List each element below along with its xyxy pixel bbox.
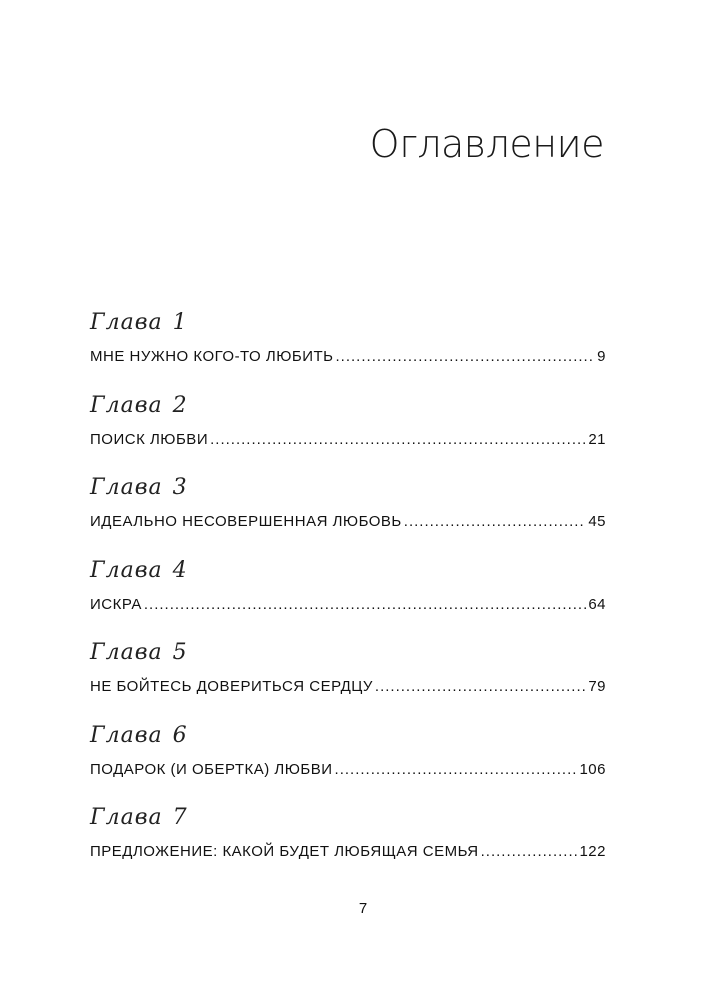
chapter-number: 7 bbox=[172, 805, 188, 830]
page-number: 45 bbox=[588, 513, 606, 530]
table-of-contents bbox=[90, 310, 606, 888]
chapter-label bbox=[90, 393, 188, 418]
dot-leader bbox=[144, 596, 586, 613]
chapter-title: ИДЕАЛЬНО НЕСОВЕРШЕННАЯ ЛЮБОВЬ bbox=[90, 513, 402, 530]
chapter-number: 2 bbox=[172, 392, 188, 418]
page-number: 9 bbox=[597, 348, 606, 365]
chapter-label bbox=[90, 475, 188, 500]
toc-entry[interactable] bbox=[90, 348, 606, 365]
page-number: 122 bbox=[579, 843, 606, 860]
dot-leader bbox=[375, 678, 586, 695]
chapter-word: Глава bbox=[90, 310, 163, 335]
chapter-number: 3 bbox=[172, 475, 188, 500]
page-title: Оглавление bbox=[369, 122, 604, 166]
dot-leader bbox=[404, 513, 587, 530]
toc-entry[interactable] bbox=[90, 761, 606, 778]
toc-chapter-1 bbox=[90, 310, 606, 393]
toc-entry[interactable] bbox=[90, 596, 606, 613]
chapter-word: Глава bbox=[90, 392, 163, 418]
chapter-title: НЕ БОЙТЕСЬ ДОВЕРИТЬСЯ СЕРДЦУ bbox=[90, 678, 373, 695]
dot-leader bbox=[336, 348, 596, 365]
toc-entry[interactable] bbox=[90, 431, 606, 448]
chapter-number: 4 bbox=[172, 557, 188, 583]
dot-leader bbox=[481, 843, 578, 860]
toc-chapter-4 bbox=[90, 558, 606, 641]
chapter-title: ПРЕДЛОЖЕНИЕ: КАКОЙ БУДЕТ ЛЮБЯЩАЯ СЕМЬЯ bbox=[90, 843, 479, 860]
chapter-word: Глава bbox=[90, 557, 163, 583]
toc-chapter-5 bbox=[90, 640, 606, 723]
chapter-title: МНЕ НУЖНО КОГО-ТО ЛЮБИТЬ bbox=[90, 348, 334, 365]
page-number: 64 bbox=[588, 595, 606, 613]
chapter-word: Глава bbox=[90, 805, 163, 830]
chapter-word: Глава bbox=[90, 722, 163, 748]
toc-entry[interactable] bbox=[90, 843, 606, 860]
chapter-title: ПОДАРОК (И ОБЕРТКА) ЛЮБВИ bbox=[90, 760, 333, 778]
chapter-number: 5 bbox=[172, 640, 188, 665]
toc-chapter-7 bbox=[90, 805, 606, 888]
chapter-label bbox=[90, 805, 188, 830]
chapter-number: 6 bbox=[172, 722, 188, 748]
dot-leader bbox=[210, 431, 586, 448]
chapter-label bbox=[90, 558, 188, 583]
page-number: 21 bbox=[588, 430, 606, 448]
chapter-label bbox=[90, 723, 188, 748]
chapter-number: 1 bbox=[172, 310, 188, 335]
toc-chapter-2 bbox=[90, 393, 606, 476]
dot-leader bbox=[335, 761, 578, 778]
chapter-label bbox=[90, 640, 188, 665]
toc-entry[interactable] bbox=[90, 513, 606, 530]
page-number: 106 bbox=[579, 760, 606, 778]
chapter-title: ПОИСК ЛЮБВИ bbox=[90, 430, 209, 448]
page-number: 79 bbox=[588, 678, 606, 695]
page-folio: 7 bbox=[358, 900, 368, 917]
toc-entry[interactable] bbox=[90, 678, 606, 695]
chapter-title: ИСКРА bbox=[90, 595, 142, 613]
toc-chapter-3 bbox=[90, 475, 606, 558]
chapter-word: Глава bbox=[90, 475, 163, 500]
toc-chapter-6 bbox=[90, 723, 606, 806]
chapter-label bbox=[90, 310, 188, 335]
chapter-word: Глава bbox=[90, 640, 163, 665]
